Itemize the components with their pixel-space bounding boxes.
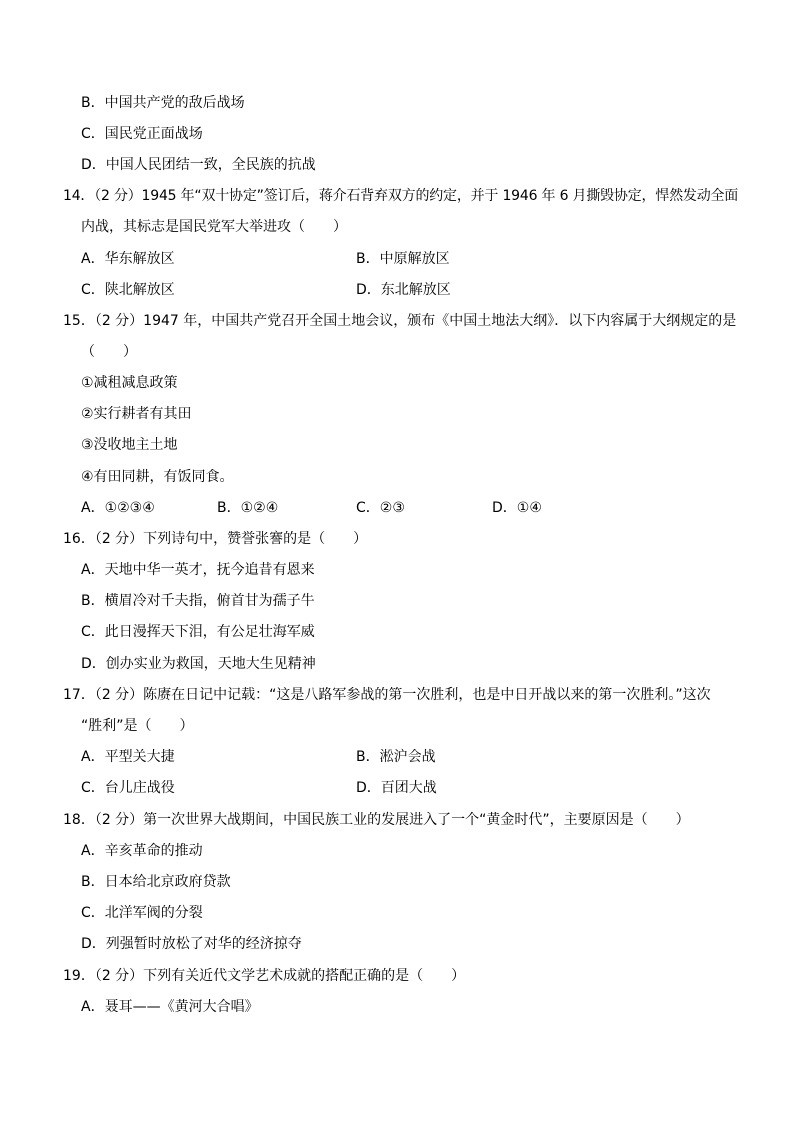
q14-option-b: B．中原解放区 — [356, 251, 450, 267]
q16-option-c: C．此日漫挥天下泪，有公足壮海军威 — [81, 624, 315, 640]
q15-option-c: C．②③ — [356, 500, 405, 516]
q15-stem-line1: 15．（2 分）1947 年，中国共产党召开全国土地会议，颁布《中国土地法大纲》．以下内容属于大纲规定的是 — [63, 313, 737, 329]
q15-option-d: D．①④ — [492, 500, 542, 516]
q14-stem-line2: 内战，其标志是国民党军大举进攻（ ） — [81, 219, 347, 235]
q19-option-a: A．聂耳——《黄河大合唱》 — [81, 999, 259, 1015]
q17-stem-line1: 17．（2 分）陈赓在日记中记载：“这是八路军参战的第一次胜利，也是中日开战以来的第一次胜利。”这次 — [63, 687, 711, 703]
q15-option-b: B．①②④ — [217, 500, 279, 516]
q13-option-c: C．国民党正面战场 — [81, 126, 203, 142]
q13-option-b: B．中国共产党的敌后战场 — [81, 95, 245, 111]
q16-option-d: D．创办实业为救国，天地大生见精神 — [81, 656, 316, 672]
q15-item-1: ①减租减息政策 — [81, 375, 178, 391]
q13-option-d: D．中国人民团结一致，全民族的抗战 — [81, 157, 316, 173]
q15-option-a: A．①②③④ — [81, 500, 155, 516]
q17-stem-line2: “胜利”是（ ） — [81, 718, 194, 734]
q15-item-4: ④有田同耕，有饭同食。 — [81, 469, 234, 485]
q15-item-3: ③没收地主土地 — [81, 437, 178, 453]
q18-stem: 18．（2 分）第一次世界大战期间，中国民族工业的发展进入了一个“黄金时代”，主要原因是（ ） — [63, 812, 690, 828]
q17-option-b: B．淞沪会战 — [356, 749, 436, 765]
q14-option-a: A．华东解放区 — [81, 251, 175, 267]
q16-option-a: A．天地中华一英才，抚今追昔有恩来 — [81, 562, 315, 578]
q18-option-d: D．列强暂时放松了对华的经济掠夺 — [81, 936, 302, 952]
q19-stem: 19．（2 分）下列有关近代文学艺术成就的搭配正确的是（ ） — [63, 968, 466, 984]
q16-stem: 16．（2 分）下列诗句中，赞誉张謇的是（ ） — [63, 531, 368, 547]
q18-option-a: A．辛亥革命的推动 — [81, 843, 203, 859]
q17-option-c: C．台儿庄战役 — [81, 780, 175, 796]
q15-item-2: ②实行耕者有其田 — [81, 406, 192, 422]
q18-option-c: C．北洋军阀的分裂 — [81, 905, 203, 921]
q17-option-d: D．百团大战 — [356, 780, 437, 796]
q18-option-b: B．日本给北京政府贷款 — [81, 874, 231, 890]
q14-option-d: D．东北解放区 — [356, 282, 451, 298]
q15-stem-line2: （ ） — [81, 344, 137, 360]
q14-option-c: C．陕北解放区 — [81, 282, 175, 298]
q16-option-b: B．横眉冷对千夫指，俯首甘为孺子牛 — [81, 593, 315, 609]
q17-option-a: A．平型关大捷 — [81, 749, 175, 765]
q14-stem-line1: 14．（2 分）1945 年“双十协定”签订后，蒋介石背弃双方的约定，并于 1946 年 6 月撕毁协定，悍然发动全面 — [63, 188, 739, 204]
